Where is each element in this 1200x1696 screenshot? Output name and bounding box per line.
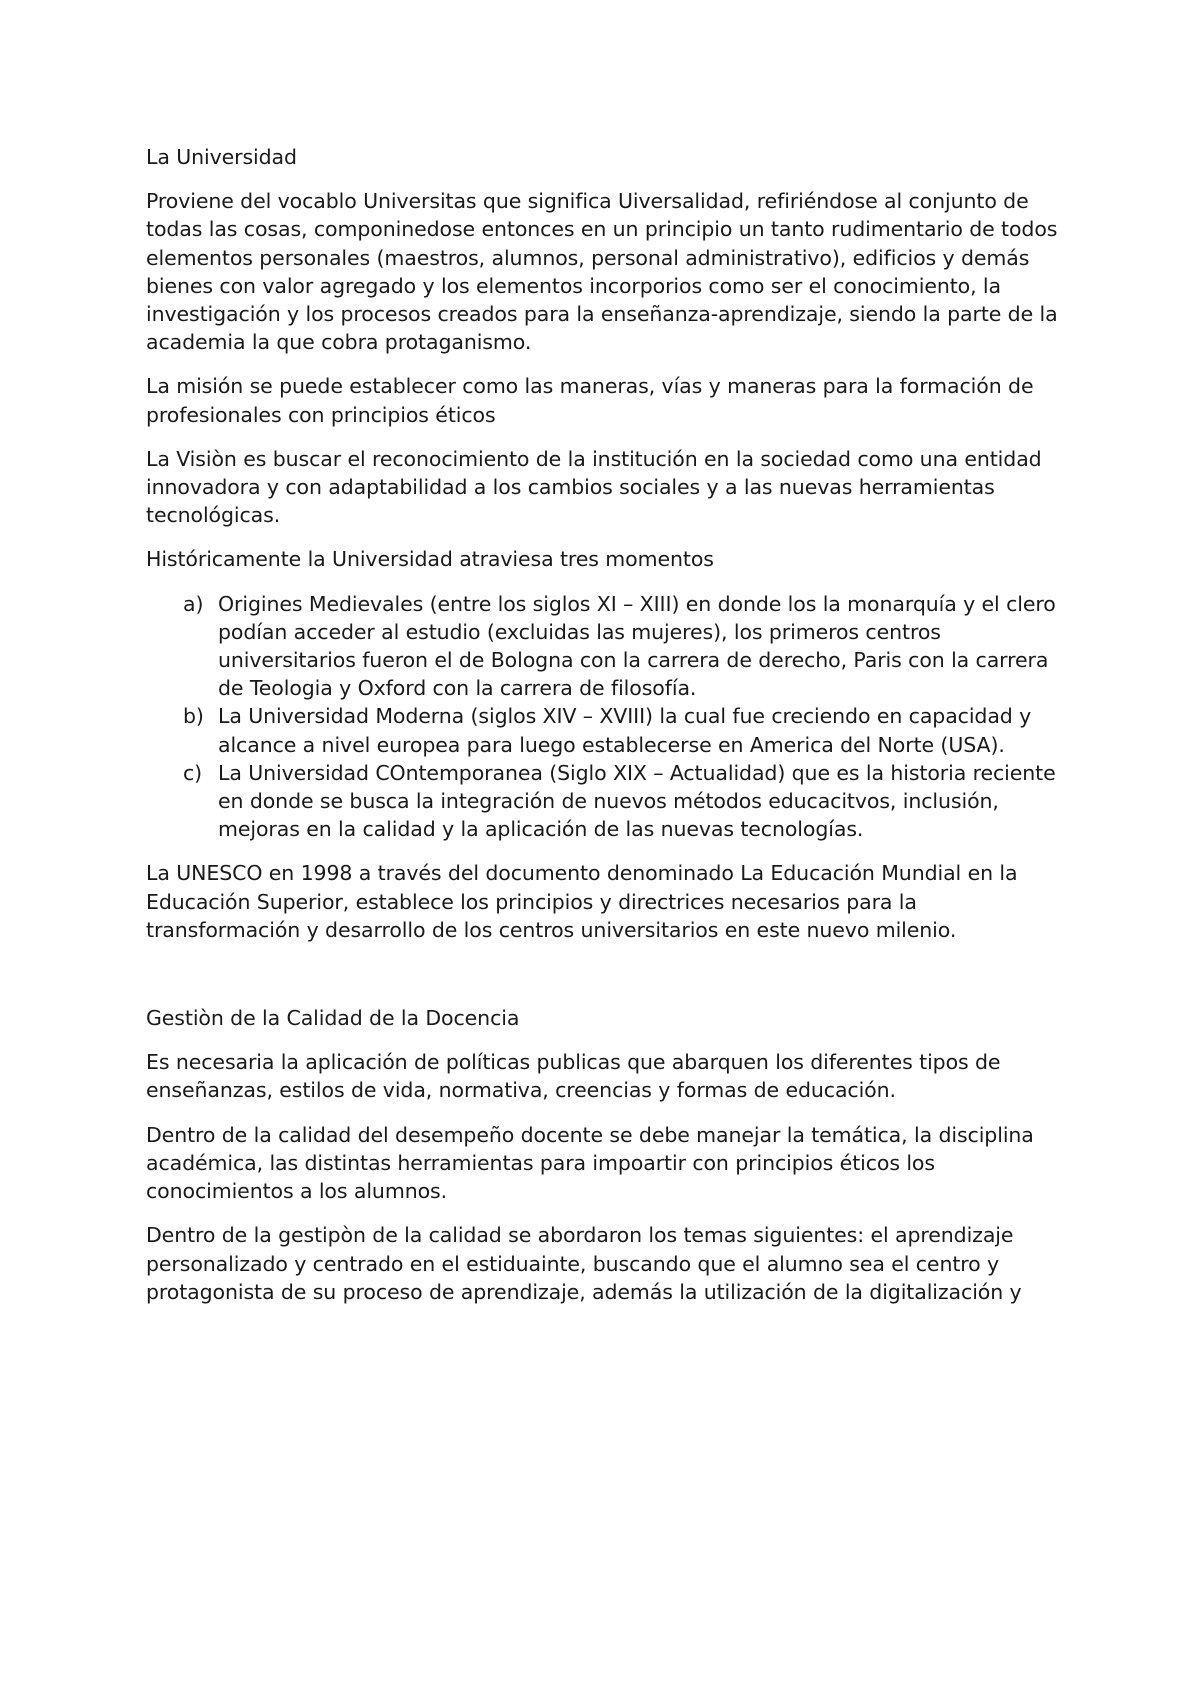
historical-moments-list — [146, 590, 1076, 844]
list-item-text: La Universidad COntemporanea (Siglo XIX – Actualidad) que es la historia reciente en donde se busca la integración de nuevos métodos educacitvos, inclusión, mejoras en la calidad y la aplicación de las nuevas tecnologías. — [218, 760, 1056, 842]
list-marker: c) — [183, 760, 203, 785]
paragraph-vision: La Visiòn es buscar el reconocimiento de la institución en la sociedad como una entidad innovadora y con adaptabilidad a los cambios sociales y a las nuevas herramientas tecnológicas. — [146, 446, 1042, 528]
paragraph-origen: Proviene del vocablo Universitas que significa Uiversalidad, refiriéndose al conjunto de todas las cosas, componinedose entonces en un principio un tanto rudimentario de todos elementos personales (maestros, alumnos, personal administrativo), edificios y demás bienes con valor agregado y los elementos incorporios como ser el conocimiento, la investigación y los procesos creados para la enseñanza-aprendizaje, siendo la parte de la academia la que cobra protaganismo. — [146, 189, 1058, 355]
paragraph-politicas: Es necesaria la aplicación de políticas publicas que abarquen los diferentes tipos de enseñanzas, estilos de vida, normativa, creencias y formas de educación. — [146, 1050, 1001, 1103]
list-item-text: La Universidad Moderna (siglos XIV – XVIII) la cual fue creciendo en capacidad y alcance a nivel europea para luego establecerse en America del Norte (USA). — [218, 704, 1032, 757]
paragraph-temas: Dentro de la gestipòn de la calidad se abordaron los temas siguientes: el aprendizaje personalizado y centrado en el estiduainte, buscando que el alumno sea el centro y protagonista de su proceso de aprendizaje, además la utilización de la digitalización y — [146, 1223, 1022, 1304]
list-item — [146, 702, 1076, 758]
list-item-text: Origines Medievales (entre los siglos XI – XIII) en donde los la monarquía y el clero podían acceder al estudio (excluidas las mujeres), los primeros centros universitarios fueron el de Bologna con la carrera de derecho, Paris con la carrera de Teologia y Oxford con la carrera de filosofía. — [218, 591, 1056, 701]
list-item — [146, 590, 1076, 703]
paragraph-mision: La misión se puede establecer como las maneras, vías y maneras para la formación de profesionales con principios éticos — [146, 374, 1034, 427]
list-marker: b) — [183, 704, 204, 729]
paragraph-desempeno: Dentro de la calidad del desempeño docente se debe manejar la temática, la disciplina académica, las distintas herramientas para impoartir con principios éticos los conocimientos a los alumnos. — [146, 1122, 1034, 1204]
document-page — [146, 143, 1076, 1322]
section-title-universidad: La Universidad — [146, 145, 297, 169]
paragraph-historia-intro: Históricamente la Universidad atraviesa tres momentos — [146, 547, 714, 572]
section-title-gestion: Gestiòn de la Calidad de la Docencia — [146, 1006, 520, 1031]
section-spacer — [146, 960, 1076, 1004]
paragraph-unesco: La UNESCO en 1998 a través del documento denominado La Educación Mundial en la Educación Superior, establece los principios y directrices necesarios para la transformación y desarrollo de los centros universitarios en este nuevo milenio. — [146, 861, 1018, 942]
list-marker: a) — [183, 591, 204, 616]
list-item — [146, 759, 1076, 844]
